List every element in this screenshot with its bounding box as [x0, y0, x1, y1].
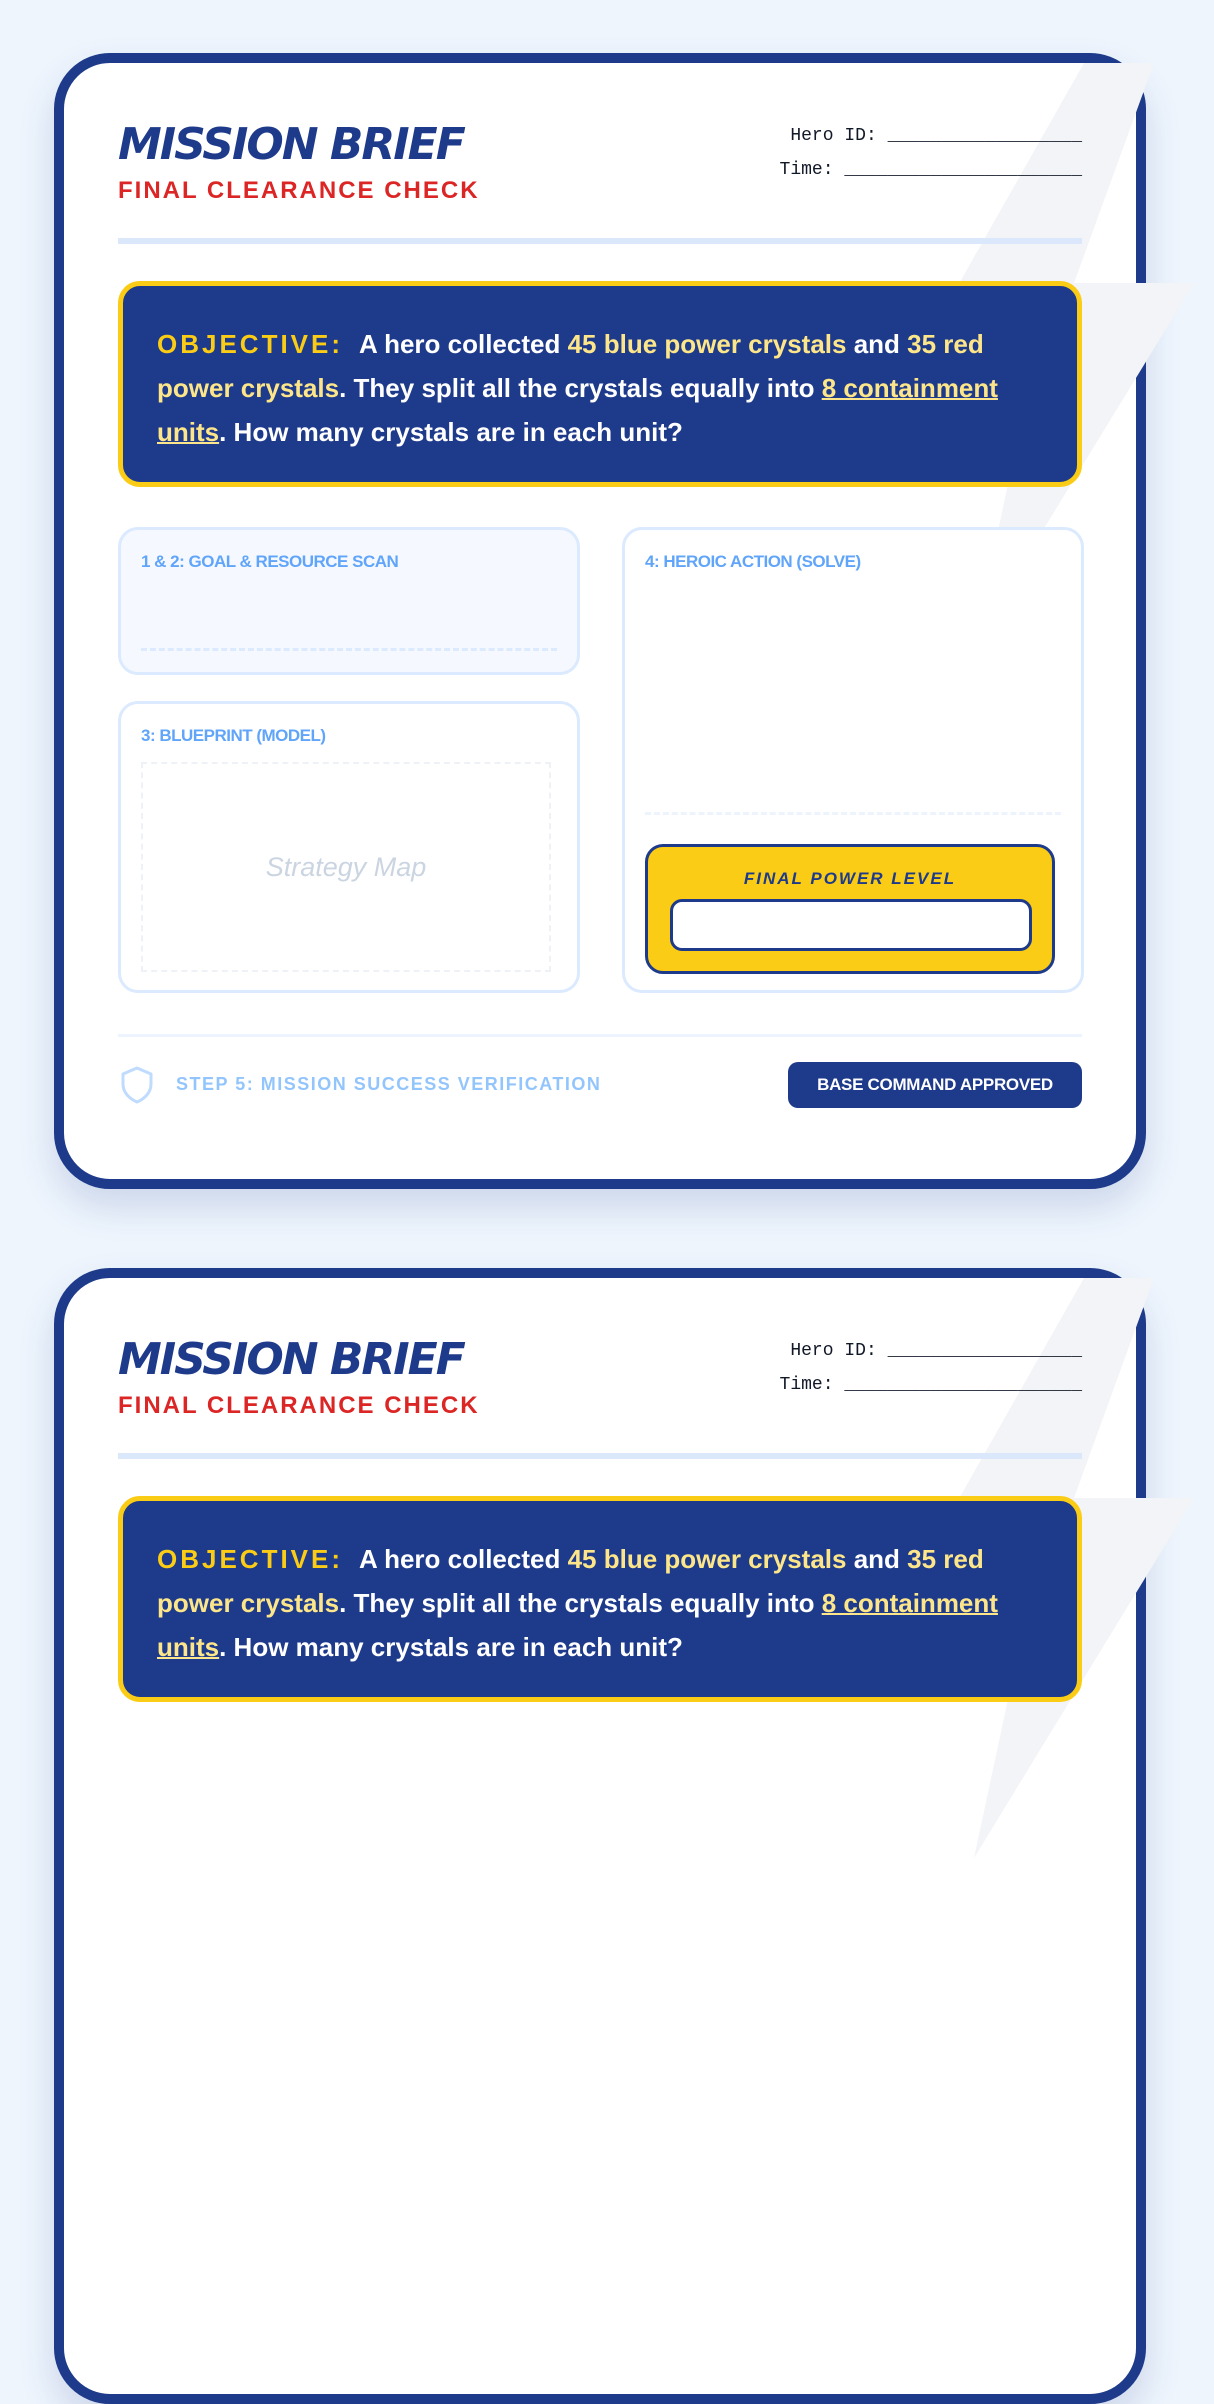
- objective-text: and: [846, 329, 908, 359]
- card-header: [118, 113, 1082, 253]
- blueprint-box: [118, 701, 580, 993]
- work-divider: [645, 812, 1061, 815]
- time-row: [780, 153, 1082, 187]
- page-subtitle: FINAL CLEARANCE CHECK: [118, 177, 480, 204]
- final-answer-field[interactable]: [670, 899, 1032, 951]
- objective-text: A hero collected: [359, 1544, 568, 1574]
- objective-label: OBJECTIVE:: [157, 329, 344, 359]
- hero-id-label: Hero ID:: [790, 1341, 877, 1361]
- card-footer: [118, 1062, 1082, 1108]
- objective-text: . How many crystals are in each unit?: [219, 1632, 683, 1662]
- final-power-level-panel: [645, 844, 1055, 974]
- objective-text: . How many crystals are in each unit?: [219, 417, 683, 447]
- objective-label: OBJECTIVE:: [157, 1544, 344, 1574]
- footer-divider: [118, 1034, 1082, 1037]
- heroic-action-label: 4: HEROIC ACTION (SOLVE): [645, 552, 861, 571]
- final-power-level-label: FINAL POWER LEVEL: [743, 869, 957, 888]
- mission-card: [54, 53, 1146, 1189]
- objective-panel: [118, 1496, 1082, 1702]
- objective-highlight-units: 8 containment units: [157, 373, 998, 447]
- objective-highlight-units: 8 containment units: [157, 1588, 998, 1662]
- time-field[interactable]: ______________________: [844, 1375, 1082, 1395]
- objective-highlight-red: 35 red power crystals: [157, 1544, 984, 1618]
- hero-meta: [780, 1334, 1082, 1402]
- page-title: MISSION BRIEF: [118, 1334, 464, 1385]
- goal-resource-box[interactable]: [118, 527, 580, 675]
- objective-text: . They split all the crystals equally into: [339, 373, 822, 403]
- hero-id-field[interactable]: __________________: [887, 126, 1082, 146]
- objective-highlight-blue: 45 blue power crystals: [567, 1544, 847, 1574]
- hero-id-field[interactable]: __________________: [887, 1341, 1082, 1361]
- base-command-approved-button[interactable]: BASE COMMAND APPROVED: [788, 1062, 1082, 1108]
- header-divider: [118, 238, 1082, 244]
- shield-icon: [120, 1066, 154, 1104]
- hero-id-label: Hero ID:: [790, 126, 877, 146]
- hero-meta: [780, 119, 1082, 187]
- verification-step-label: STEP 5: MISSION SUCCESS VERIFICATION: [176, 1074, 602, 1094]
- objective-text: and: [846, 1544, 908, 1574]
- card-header: [118, 1328, 1082, 1468]
- time-row: [780, 1368, 1082, 1402]
- page-subtitle: FINAL CLEARANCE CHECK: [118, 1392, 480, 1419]
- strategy-map-area[interactable]: [141, 762, 551, 972]
- time-label: Time:: [779, 160, 834, 180]
- mission-card: [54, 1268, 1146, 2404]
- objective-highlight-red: 35 red power crystals: [157, 329, 984, 403]
- blueprint-label: 3: BLUEPRINT (MODEL): [141, 726, 326, 745]
- objective-text: . They split all the crystals equally into: [339, 1588, 822, 1618]
- goal-resource-label: 1 & 2: GOAL & RESOURCE SCAN: [141, 552, 399, 571]
- time-field[interactable]: ______________________: [844, 160, 1082, 180]
- objective-text: A hero collected: [359, 329, 568, 359]
- heroic-action-box[interactable]: [622, 527, 1084, 993]
- strategy-map-placeholder: Strategy Map: [265, 851, 427, 882]
- hero-id-row: [780, 1334, 1082, 1368]
- time-label: Time:: [779, 1375, 834, 1395]
- objective-highlight-blue: 45 blue power crystals: [567, 329, 847, 359]
- hero-id-row: [780, 119, 1082, 153]
- page-title: MISSION BRIEF: [118, 119, 464, 170]
- header-divider: [118, 1453, 1082, 1459]
- objective-panel: [118, 281, 1082, 487]
- answer-line: [141, 648, 557, 651]
